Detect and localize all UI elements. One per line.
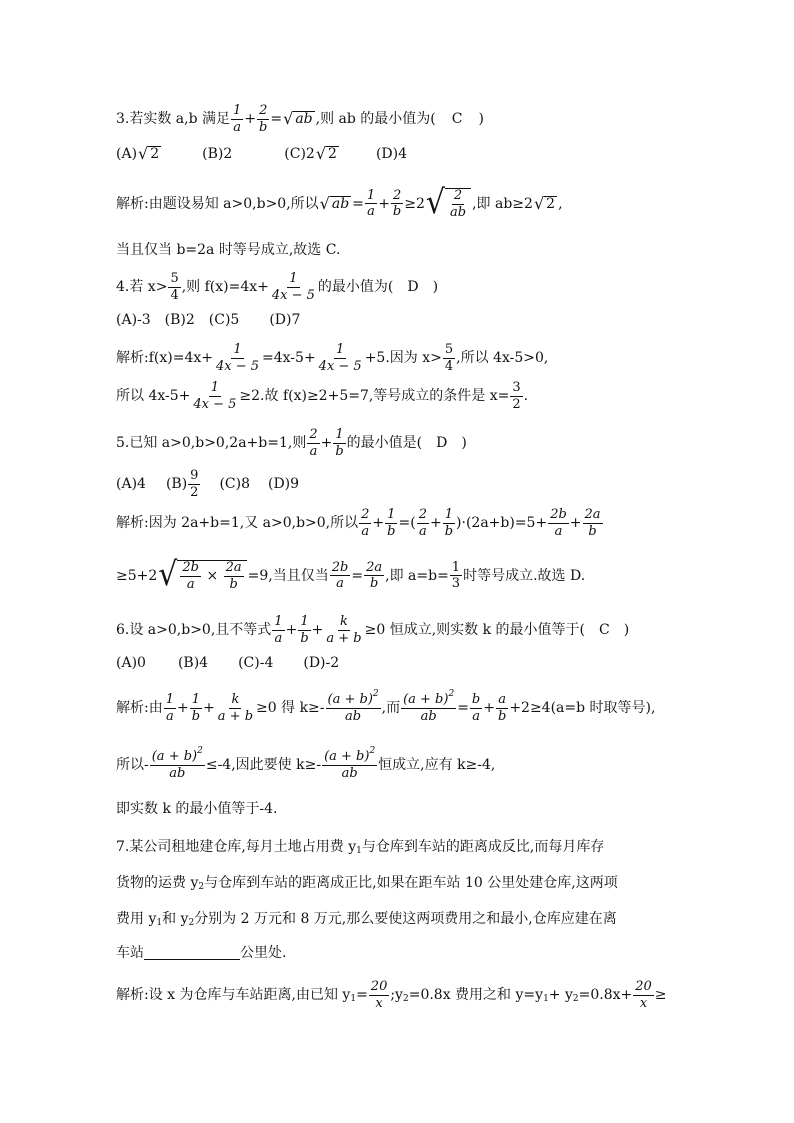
q5-answer: D — [436, 435, 448, 452]
q3-solution-line2: 当且仅当 b=2a 时等号成立,故选 C. — [116, 242, 341, 258]
q6-stem: 6.设 a>0,b>0,且不等式 $\frac{1}{a}$ + $\frac{1}{b}$ + $\frac{k}{a + b}$ ≥0 恒成立,则实数 k 的最小值等于( C ) — [116, 614, 630, 646]
q7-line2: 货物的运费 y 2 与仓库到车站的距离成正比,如果在距车站 10 公里处建仓库,这两项 — [116, 875, 618, 892]
q3-options: (A) √ 2 (B)2 (C)2 √ 2 (D)4 — [116, 144, 408, 163]
q4-solution: 解析:f(x)=4x+ $\frac{1}{4x - 5}$ =4x-5+ $\frac{1}{4x - 5}$ +5.因为 x> $\frac{5}{4}$ ,所以 4x-5>0, — [116, 342, 549, 374]
q5-stem: 5.已知 a>0,b>0,2a+b=1,则 $\frac{2}{a}$ + $\frac{1}{b}$ 的最小值是( D ) — [116, 427, 467, 459]
q5-solution-line2: ≥5+2 √ $\frac{2b}{a}$ × $\frac{2a}{b}$ =9,当且仅当 $\frac{2b}{a}$ = $\frac{2a}{b}$ ,即 a=b= $\frac{1}{3}$ 时等号成立.故选 D. — [116, 555, 586, 594]
q3-solution: 解析:由题设易知 a>0,b>0,所以 √ ab = $\frac{1}{a}$ + $\frac{2}{b}$ ≥2 √ $\frac{2}{ab}$ ,即 ab≥2 √ 2 , — [116, 183, 563, 222]
q3-answer: C — [451, 111, 463, 128]
sqrt-expression: √ ab — [283, 109, 313, 129]
q5-options: (A)4 (B) $\frac{9}{2}$ (C)8 (D)9 — [116, 468, 300, 500]
q6-solution: 解析:由 $\frac{1}{a}$ + $\frac{1}{b}$ + $\frac{k}{a + b}$ ≥0 得 k≥- $\frac{(a + b)^2}{ab}$ ,而 $\frac{(a + b)^2}{ab}$ = $\frac{b}{a}$ + $\frac{a}{b}$ +2≥4(a=b 时取等号), — [116, 689, 656, 724]
q3-stem: 3.若实数 a,b 满足 $\frac{1}{a}$ + $\frac{2}{b}$ = √ ab ,则 ab 的最小值为( C ) — [116, 103, 484, 135]
q4-options: (A)-3 (B)2 (C)5 (D)7 — [116, 312, 301, 328]
q6-answer: C — [599, 622, 610, 639]
q6-options: (A)0 (B)4 (C)-4 (D)-2 — [116, 655, 340, 671]
fraction: $\frac{2}{b}$ — [259, 103, 268, 135]
answer-blank — [144, 947, 240, 960]
q7-solution: 解析:设 x 为仓库与车站距离,由已知 y 1 = $\frac{20}{x}$ ;y 2 =0.8x 费用之和 y=y 1 + y 2 =0.8x+ $\frac{20}{x}$ ≥ — [116, 979, 667, 1011]
q7-line4: 车站 公里处. — [116, 945, 287, 961]
q6-solution-line3: 即实数 k 的最小值等于-4. — [116, 801, 278, 817]
q4-solution-line2: 所以 4x-5+ $\frac{1}{4x - 5}$ ≥2.故 f(x)≥2+5=7,等号成立的条件是 x= $\frac{3}{2}$ . — [116, 380, 529, 412]
q7-line3: 费用 y 1 和 y 2 分别为 2 万元和 8 万元,那么要使这两项费用之和最小,仓库应建在离 — [116, 911, 617, 928]
fraction: $\frac{1}{a}$ — [233, 103, 242, 135]
q5-solution: 解析:因为 2a+b=1,又 a>0,b>0,所以 $\frac{2}{a}$ + $\frac{1}{b}$ =( $\frac{2}{a}$ + $\frac{1}{b}$ )·(2a+b)=5+ $\frac{2b}{a}$ + $\frac{2a}{b}$ — [116, 507, 601, 539]
q4-answer: D — [407, 279, 419, 296]
q4-stem: 4.若 x> $\frac{5}{4}$ ,则 f(x)=4x+ $\frac{1}{4x - 5}$ 的最小值为( D ) — [116, 271, 439, 303]
q6-solution-line2: 所以- $\frac{(a + b)^2}{ab}$ ≤-4,因此要使 k≥- $\frac{(a + b)^2}{ab}$ 恒成立,应有 k≥-4, — [116, 746, 496, 781]
q7-line1: 7.某公司租地建仓库,每月土地占用费 y 1 与仓库到车站的距离成反比,而每月库存 — [116, 839, 605, 856]
